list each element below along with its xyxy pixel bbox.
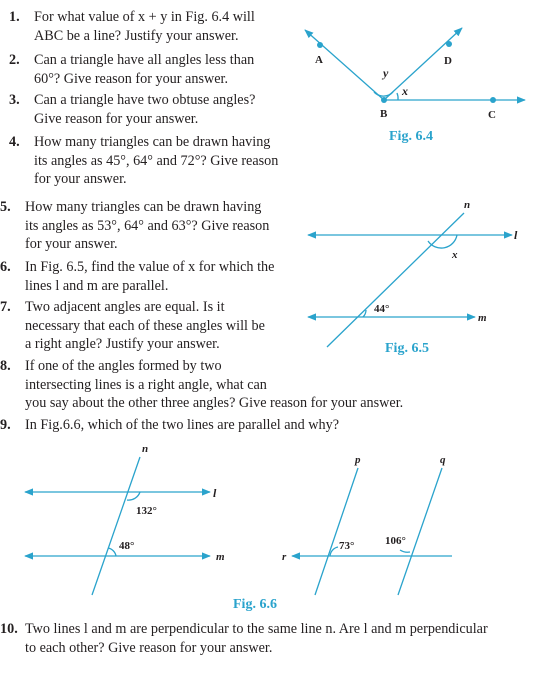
line-q (398, 468, 442, 595)
question-text-line: intersecting lines is a right angle, what can (25, 376, 267, 393)
question-text-line: its angles as 53°, 64° and 63°? Give reason (25, 217, 270, 234)
line-p (315, 468, 358, 595)
label-r: r (282, 551, 287, 563)
label-angle-44: 44° (374, 303, 390, 315)
question-number: 4. (9, 134, 20, 150)
question-number: 7. (0, 299, 11, 315)
label-x: x (452, 249, 458, 261)
label-C: C (488, 109, 496, 121)
label-x: x (402, 84, 408, 98)
transversal-n (92, 457, 140, 595)
label-n: n (142, 443, 149, 455)
question-text-line: For what value of x + y in Fig. 6.4 will (34, 9, 255, 25)
point-C (490, 97, 496, 103)
label-A: A (315, 54, 323, 66)
point-A (317, 42, 323, 48)
label-angle-132: 132° (136, 505, 157, 517)
label-y: y (383, 66, 389, 80)
question-number: 1. (9, 9, 20, 25)
question-number: 3. (9, 92, 20, 108)
label-m: m (478, 312, 487, 324)
question-number: 2. (9, 52, 20, 68)
question-text-line: In Fig. 6.5, find the value of x for which the (25, 259, 275, 275)
figure-6-4-caption: Fig. 6.4 (389, 129, 433, 144)
point-B (381, 97, 387, 103)
angle-arc-132 (127, 492, 140, 500)
question-text-line: In Fig.6.6, which of the two lines are parallel and why? (25, 417, 340, 433)
question-text-line: Two lines l and m are perpendicular to the same line n. Are l and m perpendicular (25, 621, 488, 637)
label-p: p (355, 454, 361, 466)
question-text-line: Can a triangle have all angles less than (34, 52, 255, 68)
figure-6-5 (308, 213, 512, 347)
question-text-line: Give reason for your answer. (34, 110, 199, 127)
question-text-line: Can a triangle have two obtuse angles? (34, 92, 256, 108)
label-angle-48: 48° (119, 540, 135, 552)
question-number: 8. (0, 358, 11, 374)
question-number: 9. (0, 417, 11, 433)
question-text-line: for your answer. (25, 236, 118, 253)
figure-6-6-caption: Fig. 6.6 (233, 597, 277, 612)
label-m: m (216, 551, 225, 563)
question-text-line: If one of the angles formed by two (25, 358, 222, 374)
figure-6-5-caption: Fig. 6.5 (385, 341, 429, 356)
label-B: B (380, 108, 388, 120)
question-text-line: lines l and m are parallel. (25, 277, 169, 294)
question-text-line: How many triangles can be drawn having (25, 199, 262, 215)
question-text-line: for your answer. (34, 171, 127, 188)
question-text-line: Two adjacent angles are equal. Is it (25, 299, 225, 315)
question-text-line: ABC be a line? Justify your answer. (34, 27, 239, 44)
transversal-n (327, 213, 464, 347)
question-text-line: necessary that each of these angles will be (25, 317, 265, 334)
label-angle-106: 106° (385, 535, 406, 547)
question-text-line: How many triangles can be drawn having (34, 134, 271, 150)
label-l: l (213, 486, 217, 500)
question-text-line: its angles as 45°, 64° and 72°? Give reason (34, 152, 279, 169)
question-text-line: 60°? Give reason for your answer. (34, 70, 228, 87)
label-q: q (440, 454, 446, 466)
question-text-line: to each other? Give reason for your answer. (25, 639, 273, 656)
question-text-line: a right angle? Justify your answer. (25, 336, 220, 353)
question-text-line: you say about the other three angles? Give reason for your answer. (25, 395, 404, 412)
label-D: D (444, 55, 452, 67)
point-D (446, 41, 452, 47)
label-angle-73: 73° (339, 540, 355, 552)
question-number: 5. (0, 199, 11, 215)
angle-arc-48 (108, 548, 116, 556)
angle-arc-x (428, 235, 457, 248)
angle-arc-106 (400, 550, 410, 552)
label-l: l (514, 228, 518, 242)
figure-6-6-right (292, 468, 452, 595)
angle-arc-y (374, 92, 393, 96)
figure-6-4 (305, 28, 525, 103)
label-n: n (464, 199, 471, 211)
angle-arc-x (397, 93, 398, 100)
figure-6-6-left (25, 457, 210, 595)
question-number: 6. (0, 259, 11, 275)
question-number: 10. (0, 621, 18, 637)
